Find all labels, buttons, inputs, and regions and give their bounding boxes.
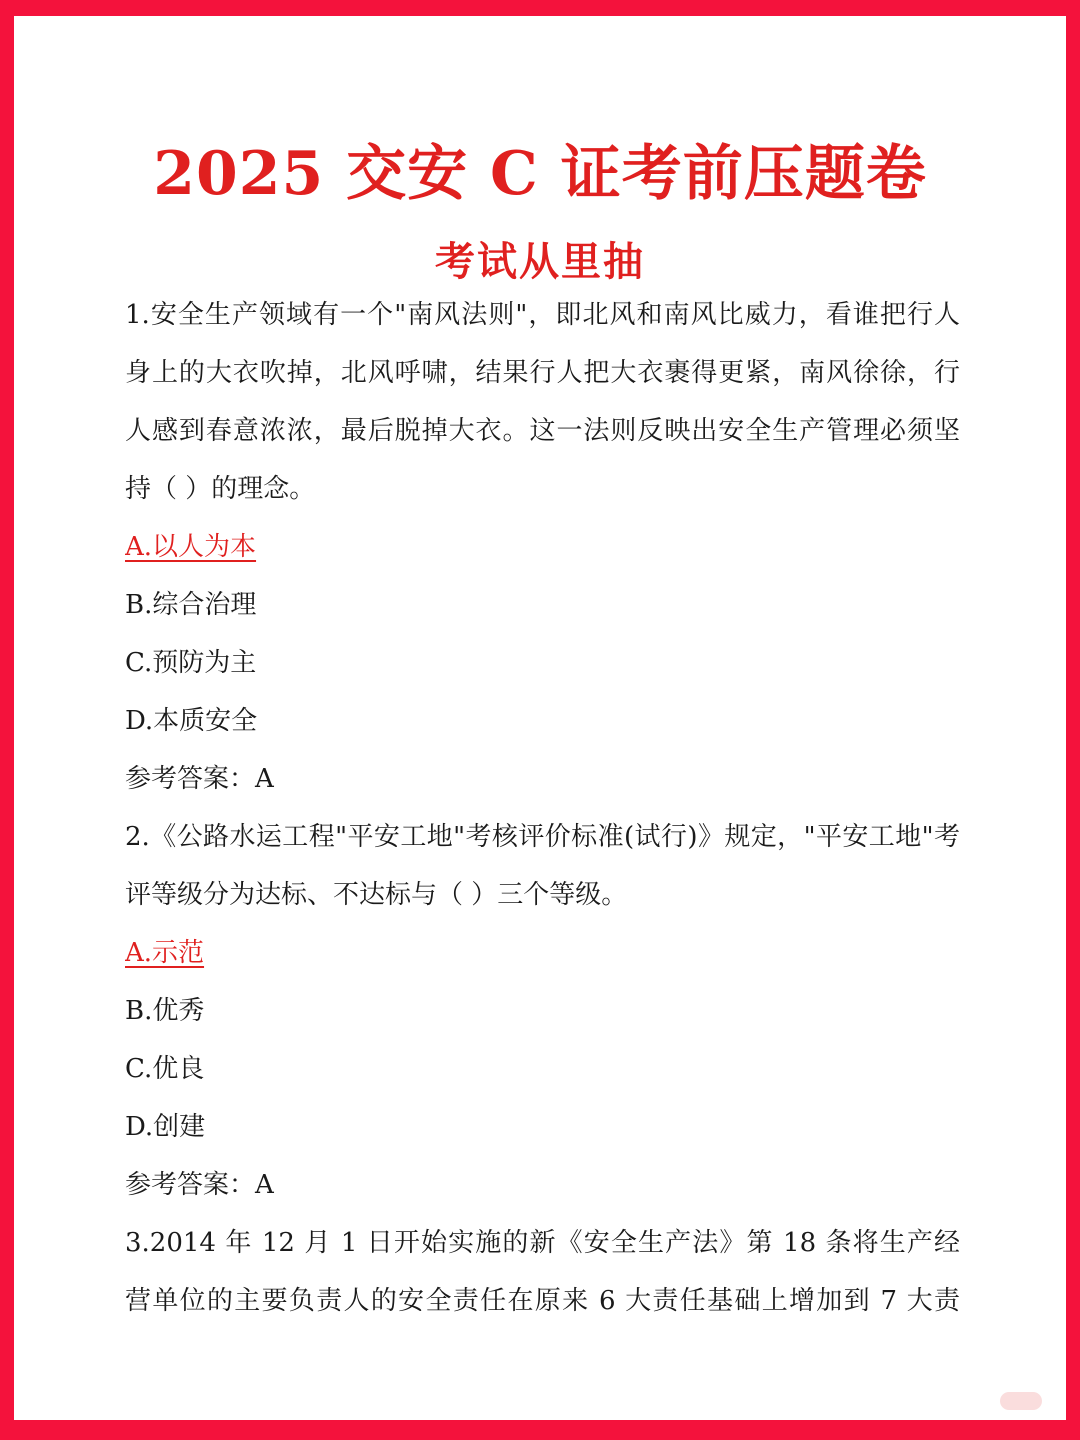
option: D.创建 (125, 1112, 206, 1142)
reference-answer: 参考答案：A (125, 1170, 274, 1200)
question-list (125, 286, 960, 1330)
page-title: 2025 交安 C 证考前压题卷 (153, 139, 927, 209)
option-correct (125, 924, 960, 982)
option-label: A.以人为本 (125, 532, 257, 562)
watermark-badge (1000, 1392, 1042, 1410)
option-label: A.示范 (125, 938, 205, 968)
question-stem-line: 3.2014 年 12 月 1 日开始实施的新《安全生产法》第 18 条将生产经 (125, 1228, 960, 1258)
question-stem-line: 评等级分为达标、不达标与（ ）三个等级。 (125, 880, 628, 910)
exam-page (14, 16, 1066, 1420)
question-stem-line: 身上的大衣吹掉，北风呼啸，结果行人把大衣裹得更紧，南风徐徐，行 (125, 358, 960, 388)
question-stem-line: 2.《公路水运工程"平安工地"考核评价标准(试行)》规定，"平安工地"考 (125, 822, 960, 852)
option-correct (125, 518, 960, 576)
page-subtitle: 考试从里抽 (435, 238, 645, 285)
question-stem-line: 1.安全生产领域有一个"南风法则"，即北风和南风比威力，看谁把行人 (125, 300, 960, 330)
option: D.本质安全 (125, 706, 258, 736)
reference-answer: 参考答案：A (125, 764, 274, 794)
question-1 (125, 286, 960, 808)
option: C.优良 (125, 1054, 205, 1084)
option: C.预防为主 (125, 648, 257, 678)
option: B.优秀 (125, 996, 205, 1026)
question-2 (125, 808, 960, 1214)
question-3 (125, 1214, 960, 1330)
question-stem-line: 人感到春意浓浓，最后脱掉大衣。这一法则反映出安全生产管理必须坚 (125, 416, 960, 446)
question-stem-line: 营单位的主要负责人的安全责任在原来 6 大责任基础上增加到 7 大责 (125, 1286, 960, 1316)
option: B.综合治理 (125, 590, 257, 620)
question-stem-line: 持（ ）的理念。 (125, 474, 316, 504)
